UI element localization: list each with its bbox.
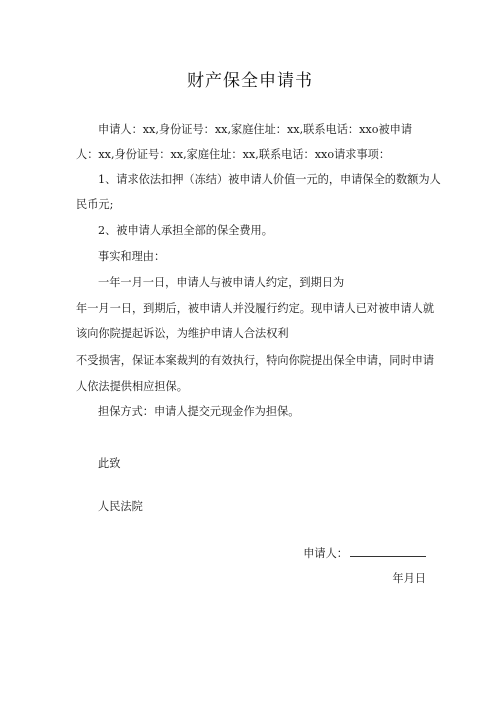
document-title: 财产保全申请书 (187, 71, 313, 91)
signature-line (303, 546, 426, 561)
signature-label: 申请人： (303, 547, 348, 560)
date-line: 年月日 (392, 572, 426, 585)
facts-line-4: 不受损害，保证本案裁判的有效执行，特向你院提出保全申请，同时申请 (76, 354, 435, 367)
facts-line-2: 年一月一日，到期后，被申请人并没履行约定。现申请人已对被申请人就 (76, 302, 435, 315)
applicant-line-2: 人：xx,身份证号：xx,家庭住址：xx,联系电话：xxo请求事项： (76, 148, 391, 161)
applicant-line-1: 申请人：xx,身份证号：xx,家庭住址：xx,联系电话：xxo被申请 (98, 123, 413, 136)
facts-line-5: 人依法提供相应担保。 (76, 380, 188, 393)
court-name: 人民法院 (98, 500, 143, 513)
facts-line-3: 该向你院提起诉讼，为维护申请人合法权利 (76, 327, 289, 340)
facts-heading: 事实和理由： (98, 250, 166, 263)
request-item-1-line-2: 民币元; (76, 198, 114, 211)
guarantee-method: 担保方式：申请人提交元现金作为担保。 (98, 405, 300, 418)
request-item-1-line-1: 1、请求依法扣押（冻结）被申请人价值一元的，申请保全的数额为人 (98, 173, 441, 186)
signature-blank[interactable] (350, 546, 426, 557)
facts-line-1: 一年一月一日，申请人与被申请人约定，到期日为 (98, 276, 345, 289)
request-item-2: 2、被申请人承担全部的保全费用。 (98, 224, 273, 237)
salutation: 此致 (98, 457, 121, 470)
